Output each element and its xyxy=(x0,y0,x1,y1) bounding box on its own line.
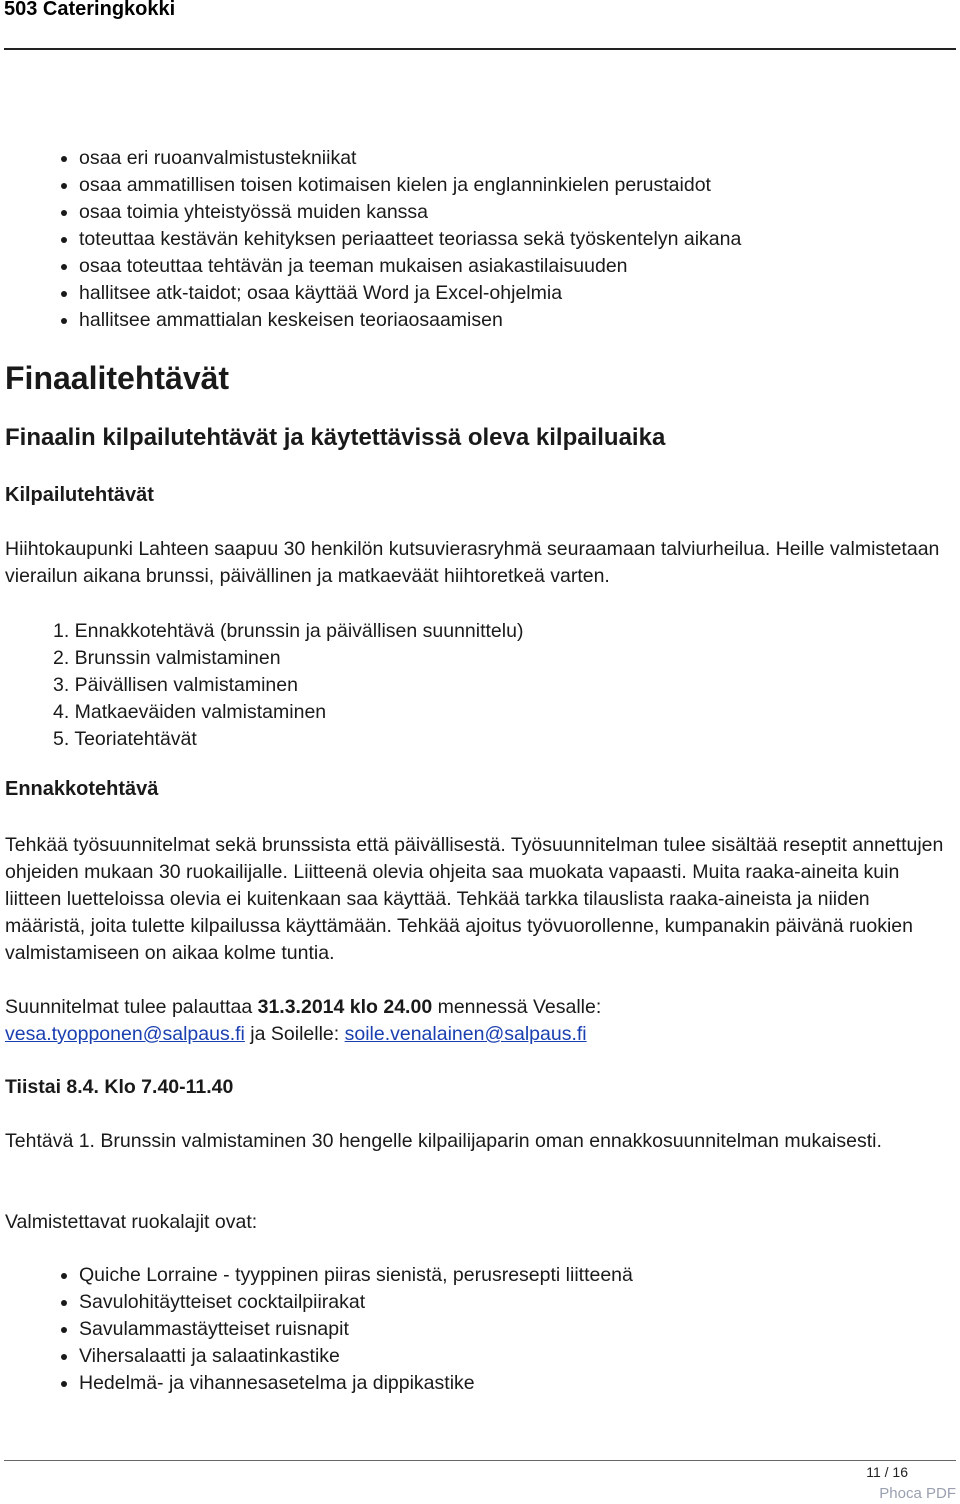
dish-item: • Vihersalaatti ja salaatinkastike xyxy=(79,1343,955,1370)
dish-item: • Savulammastäytteiset ruisnapit xyxy=(79,1316,955,1343)
email-link-soile[interactable]: soile.venalainen@salpaus.fi xyxy=(344,1023,587,1045)
skill-item: • toteuttaa kestävän kehityksen periaatteet teoriassa sekä työskentelyn aikana xyxy=(79,226,955,253)
skill-item: • osaa ammatillisen toisen kotimaisen kielen ja englanninkielen perustaidot xyxy=(79,172,955,199)
skills-section xyxy=(5,145,955,334)
heading-finaalitehtavat: Finaalitehtävät xyxy=(5,360,230,396)
skills-list xyxy=(5,145,955,334)
heading-finaalin-kilpailutehtavat: Finaalin kilpailutehtävät ja käytettävissä oleva kilpailuaika xyxy=(5,424,666,451)
dishes-section xyxy=(5,1262,955,1397)
deadline-paragraph xyxy=(5,994,955,1048)
deadline-suffix: mennessä Vesalle: xyxy=(432,996,602,1018)
phoca-pdf-label[interactable]: Phoca PDF xyxy=(879,1485,956,1502)
day-heading: Tiistai 8.4. Klo 7.40-11.40 xyxy=(5,1076,234,1098)
task-item: 5. Teoriatehtävät xyxy=(53,728,197,750)
intro-paragraph: Hiihtokaupunki Lahteen saapuu 30 henkilön kutsuvierasryhmä seuraamaan talviurheilua. Heille valmistetaan vierailun aikana brunssi, päivällinen ja matkaeväät hiihtoretkeä varten. xyxy=(5,538,940,587)
skill-item: • osaa eri ruoanvalmistustekniikat xyxy=(79,145,955,172)
skill-item: • osaa toimia yhteistyössä muiden kanssa xyxy=(79,199,955,226)
heading-ennakkotehtava: Ennakkotehtävä xyxy=(5,778,159,800)
dish-item: • Savulohitäytteiset cocktailpiirakat xyxy=(79,1289,955,1316)
document-title: 503 Cateringkokki xyxy=(4,0,176,20)
task1-paragraph: Tehtävä 1. Brunssin valmistaminen 30 hengelle kilpailijaparin oman ennakkosuunnitelman mukaisesti. xyxy=(5,1130,882,1152)
task-item: 3. Päivällisen valmistaminen xyxy=(53,674,298,696)
footer-divider xyxy=(4,1460,956,1461)
ennakko-paragraph: Tehkää työsuunnitelmat sekä brunssista että päivällisestä. Työsuunnitelman tulee sisältää reseptit annettujen ohjeiden mukaan 30 ruokailijalle. Liitteenä olevia ohjeita saa muokata vapaasti. Muita raaka-aineita kuin liitteen luetteloissa olevia ei kuitenkaan saa käyttää. Tehkää tarkka tilauslista raaka-aineista ja niiden määristä, joita tulette kilpailussa käyttämään. Tehkää ajoitus työvuorollenne, kumpanakin päivänä ruokien valmistamiseen on aikaa kolme tuntia. xyxy=(5,834,944,964)
dish-item: • Hedelmä- ja vihannesasetelma ja dippikastike xyxy=(79,1370,955,1397)
task-item: 2. Brunssin valmistaminen xyxy=(53,647,281,669)
dish-item: • Quiche Lorraine - tyyppinen piiras sienistä, perusresepti liitteenä xyxy=(79,1262,955,1289)
skill-item: • hallitsee atk-taidot; osaa käyttää Word ja Excel-ohjelmia xyxy=(79,280,955,307)
page-number: 11 / 16 xyxy=(866,1464,908,1480)
dishes-list xyxy=(5,1262,955,1397)
task-item: 4. Matkaeväiden valmistaminen xyxy=(53,701,327,723)
task-item: 1. Ennakkotehtävä (brunssin ja päivällisen suunnittelu) xyxy=(53,620,524,642)
heading-kilpailutehtavat: Kilpailutehtävät xyxy=(5,484,154,506)
header-divider xyxy=(4,48,956,50)
skill-item: • osaa toteuttaa tehtävän ja teeman mukaisen asiakastilaisuuden xyxy=(79,253,955,280)
deadline-prefix: Suunnitelmat tulee palauttaa xyxy=(5,996,258,1018)
dishes-label: Valmistettavat ruokalajit ovat: xyxy=(5,1211,258,1233)
task-list xyxy=(53,618,523,753)
skill-item: • hallitsee ammattialan keskeisen teoriaosaamisen xyxy=(79,307,955,334)
deadline-date: 31.3.2014 klo 24.00 xyxy=(257,996,433,1018)
deadline-middle: ja Soilelle: xyxy=(244,1023,345,1045)
email-link-vesa[interactable]: vesa.tyopponen@salpaus.fi xyxy=(5,1023,245,1045)
